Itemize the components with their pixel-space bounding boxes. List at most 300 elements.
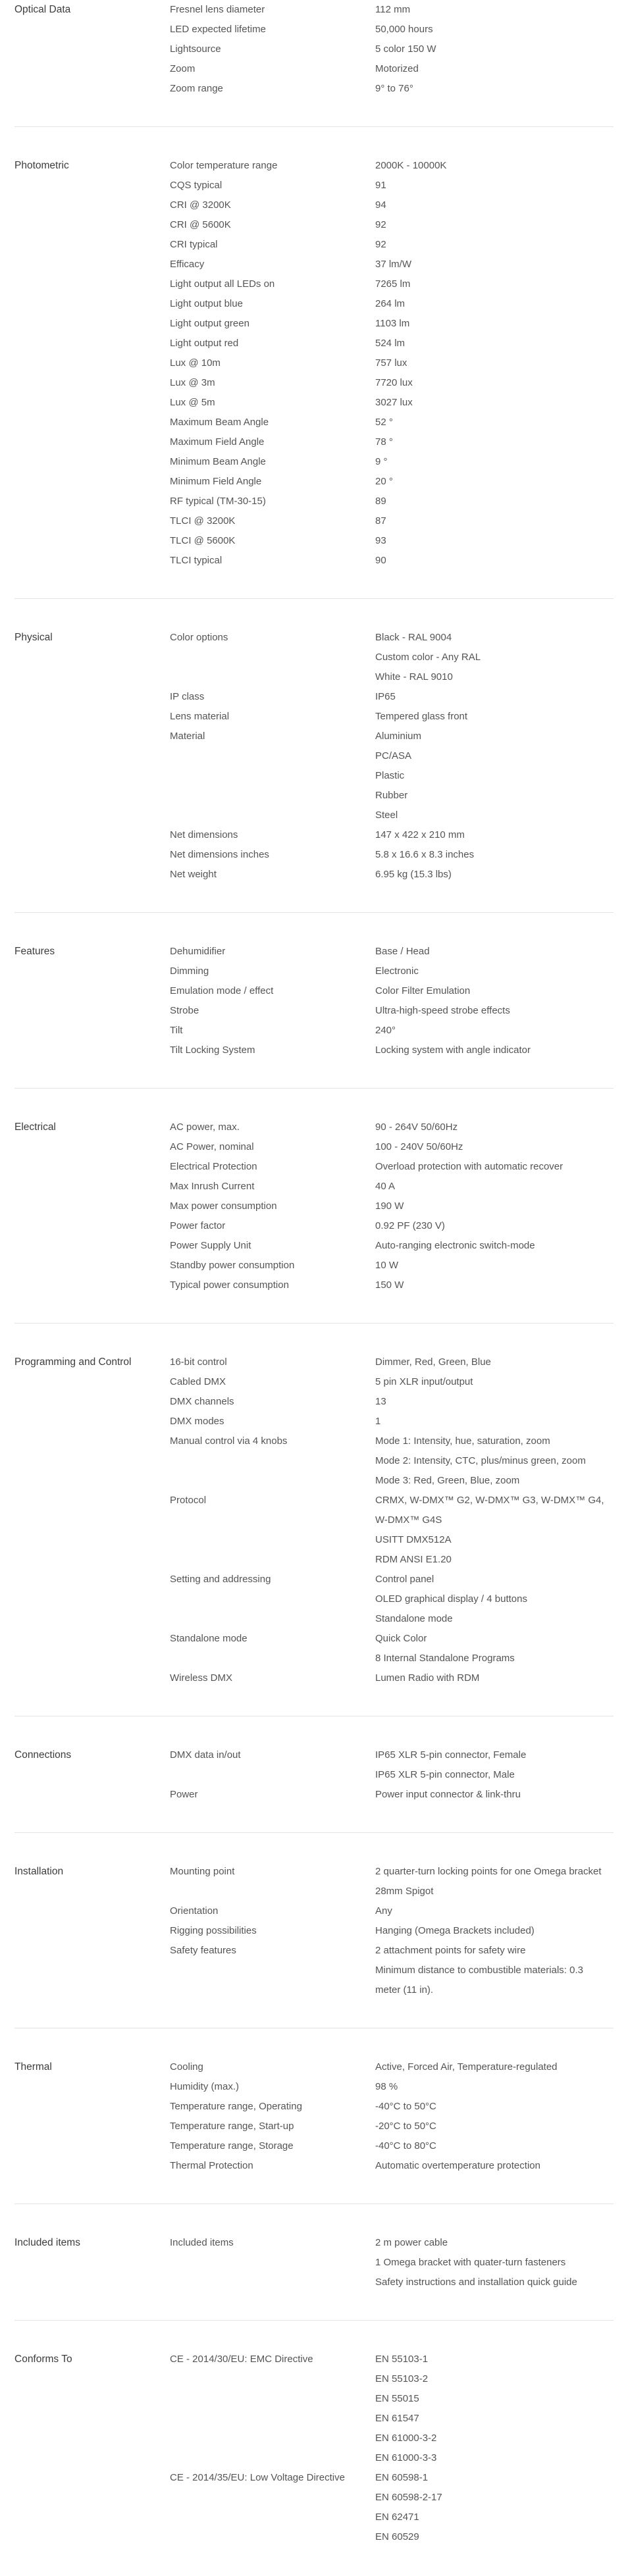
spec-value: CRMX, W-DMX™ G2, W-DMX™ G3, W-DMX™ G4, W-DMX™ G4S <box>375 1495 604 1526</box>
spec-label: Power factor <box>170 1220 226 1231</box>
spec-label: Light output all LEDs on <box>170 278 275 290</box>
spec-values <box>375 176 614 195</box>
spec-row <box>170 255 614 274</box>
spec-label: Temperature range, Storage <box>170 2140 294 2151</box>
spec-value: EN 55015 <box>375 2393 419 2404</box>
spec-values <box>375 1392 614 1412</box>
spec-value: EN 61000-3-2 <box>375 2433 437 2444</box>
spec-row <box>170 235 614 255</box>
spec-row <box>170 393 614 413</box>
spec-row <box>170 79 614 99</box>
spec-label: Protocol <box>170 1495 207 1506</box>
spec-row <box>170 551 614 571</box>
spec-row <box>170 1021 614 1041</box>
spec-values <box>375 492 614 511</box>
spec-label: TLCI typical <box>170 555 222 566</box>
spec-value: Black - RAL 9004 <box>375 632 452 643</box>
spec-value: 6.95 kg (15.3 lbs) <box>375 869 452 880</box>
spec-value: Power input connector & link-thru <box>375 1789 521 1800</box>
spec-value: 1103 lm <box>375 318 410 329</box>
spec-rows <box>170 0 614 99</box>
spec-row <box>170 1236 614 1256</box>
spec-row <box>170 1629 614 1668</box>
spec-values <box>375 865 614 885</box>
spec-row <box>170 845 614 865</box>
spec-row <box>170 2156 614 2176</box>
spec-label: DMX modes <box>170 1416 224 1427</box>
spec-values <box>375 628 614 687</box>
spec-value: Control panel <box>375 1574 434 1585</box>
section-title: Thermal <box>14 2061 52 2073</box>
spec-row <box>170 1177 614 1197</box>
spec-label: Cooling <box>170 2061 203 2073</box>
spec-row <box>170 1118 614 1137</box>
spec-value: 94 <box>375 199 386 211</box>
spec-values <box>375 2156 614 2176</box>
spec-value: EN 62471 <box>375 2512 419 2523</box>
section-title: Installation <box>14 1866 64 1877</box>
spec-values <box>375 1745 614 1785</box>
spec-row <box>170 511 614 531</box>
spec-row <box>170 1431 614 1491</box>
spec-label: CRI @ 3200K <box>170 199 231 211</box>
spec-section-electrical <box>14 1089 614 1324</box>
spec-value: 92 <box>375 239 386 250</box>
spec-value: USITT DMX512A <box>375 1534 452 1545</box>
spec-label: Lux @ 10m <box>170 357 221 369</box>
spec-label: Dehumidifier <box>170 946 226 957</box>
spec-values <box>375 353 614 373</box>
spec-value: OLED graphical display / 4 buttons <box>375 1593 527 1605</box>
spec-values <box>375 1412 614 1431</box>
spec-value: 50,000 hours <box>375 24 433 35</box>
spec-values <box>375 79 614 99</box>
spec-row <box>170 2097 614 2117</box>
spec-values <box>375 20 614 39</box>
spec-row <box>170 156 614 176</box>
spec-value: Any <box>375 1905 392 1917</box>
spec-value: RDM ANSI E1.20 <box>375 1554 452 1565</box>
spec-row <box>170 215 614 235</box>
spec-label: Light output green <box>170 318 249 329</box>
spec-values <box>375 1118 614 1137</box>
spec-row <box>170 373 614 393</box>
spec-row <box>170 452 614 472</box>
spec-values <box>375 1491 614 1570</box>
spec-label: Net dimensions inches <box>170 849 269 860</box>
spec-value: PC/ASA <box>375 750 412 761</box>
spec-value: Steel <box>375 810 398 821</box>
section-title: Photometric <box>14 160 69 171</box>
spec-value: 100 - 240V 50/60Hz <box>375 1141 463 1152</box>
spec-row <box>170 334 614 353</box>
spec-value: 2 quarter-turn locking points for one Omega bracket <box>375 1866 602 1877</box>
spec-value: EN 60529 <box>375 2531 419 2542</box>
spec-values <box>375 215 614 235</box>
spec-label: Net dimensions <box>170 829 238 840</box>
spec-row <box>170 687 614 707</box>
spec-value: 2000K - 10000K <box>375 160 447 171</box>
spec-value: Overload protection with automatic recover <box>375 1161 563 1172</box>
spec-section-optical-data <box>14 0 614 127</box>
spec-row <box>170 274 614 294</box>
spec-value: Mode 1: Intensity, hue, saturation, zoom <box>375 1435 550 1447</box>
spec-values <box>375 373 614 393</box>
spec-value: 147 x 422 x 210 mm <box>375 829 465 840</box>
spec-row <box>170 472 614 492</box>
spec-label: IP class <box>170 691 205 702</box>
spec-values <box>375 707 614 727</box>
spec-row <box>170 1412 614 1431</box>
spec-values <box>375 472 614 492</box>
spec-value: 52 ° <box>375 417 393 428</box>
spec-values <box>375 942 614 962</box>
spec-rows <box>170 1862 614 2000</box>
spec-value: 8 Internal Standalone Programs <box>375 1653 515 1664</box>
spec-label: Dimming <box>170 966 209 977</box>
spec-label: AC power, max. <box>170 1121 240 1133</box>
spec-label: Typical power consumption <box>170 1279 289 1291</box>
spec-section-physical <box>14 599 614 913</box>
spec-value: 28mm Spigot <box>375 1886 434 1897</box>
spec-label: Standalone mode <box>170 1633 248 1644</box>
spec-value: 37 lm/W <box>375 259 412 270</box>
spec-rows <box>170 628 614 885</box>
spec-row <box>170 1491 614 1570</box>
section-title: Features <box>14 946 55 957</box>
spec-values <box>375 2233 614 2292</box>
spec-label: Temperature range, Start-up <box>170 2121 294 2132</box>
spec-value: IP65 <box>375 691 396 702</box>
spec-label: Maximum Beam Angle <box>170 417 269 428</box>
spec-values <box>375 1157 614 1177</box>
spec-row <box>170 1570 614 1629</box>
spec-row <box>170 1745 614 1785</box>
spec-row <box>170 628 614 687</box>
spec-label: Tilt Locking System <box>170 1044 255 1056</box>
spec-value: 112 mm <box>375 4 411 15</box>
spec-value: 7265 lm <box>375 278 411 290</box>
spec-label: Emulation mode / effect <box>170 985 274 996</box>
section-title: Programming and Control <box>14 1356 132 1368</box>
spec-value: 89 <box>375 496 386 507</box>
spec-row <box>170 1001 614 1021</box>
spec-row <box>170 2077 614 2097</box>
spec-value: -20°C to 50°C <box>375 2121 436 2132</box>
spec-value: 2 m power cable <box>375 2237 448 2248</box>
spec-value: IP65 XLR 5-pin connector, Female <box>375 1749 527 1761</box>
spec-value: Automatic overtemperature protection <box>375 2160 540 2171</box>
spec-value: 9 ° <box>375 456 388 467</box>
spec-values <box>375 59 614 79</box>
spec-value: EN 60598-2-17 <box>375 2492 442 2503</box>
section-title: Connections <box>14 1749 72 1761</box>
spec-value: 524 lm <box>375 338 406 349</box>
spec-label: Lightsource <box>170 43 221 55</box>
section-title: Optical Data <box>14 4 71 15</box>
spec-value: 87 <box>375 515 386 527</box>
spec-value: 91 <box>375 180 386 191</box>
spec-value: 7720 lux <box>375 377 413 388</box>
spec-value: -40°C to 80°C <box>375 2140 436 2151</box>
spec-row <box>170 2468 614 2547</box>
spec-row <box>170 2233 614 2292</box>
spec-label: Power <box>170 1789 198 1800</box>
spec-label: DMX data in/out <box>170 1749 241 1761</box>
spec-label: Lux @ 5m <box>170 397 215 408</box>
spec-row <box>170 727 614 825</box>
spec-row <box>170 1785 614 1805</box>
spec-label: Material <box>170 731 205 742</box>
spec-value: 5 color 150 W <box>375 43 436 55</box>
spec-label: Tilt <box>170 1025 183 1036</box>
spec-value: EN 61000-3-3 <box>375 2452 437 2463</box>
spec-values <box>375 314 614 334</box>
spec-label: Humidity (max.) <box>170 2081 240 2092</box>
spec-value: 5 pin XLR input/output <box>375 1376 473 1387</box>
spec-label: Rigging possibilities <box>170 1925 257 1936</box>
spec-row <box>170 1392 614 1412</box>
spec-label: Electrical Protection <box>170 1161 257 1172</box>
section-title: Physical <box>14 632 53 643</box>
spec-value: 0.92 PF (230 V) <box>375 1220 445 1231</box>
spec-row <box>170 1941 614 2000</box>
spec-values <box>375 452 614 472</box>
spec-values <box>375 2136 614 2156</box>
spec-value: Base / Head <box>375 946 430 957</box>
spec-label: Power Supply Unit <box>170 1240 251 1251</box>
spec-label: CRI @ 5600K <box>170 219 231 230</box>
spec-row <box>170 962 614 981</box>
spec-values <box>375 1041 614 1060</box>
spec-values <box>375 255 614 274</box>
spec-row <box>170 1137 614 1157</box>
spec-value: Color Filter Emulation <box>375 985 471 996</box>
spec-values <box>375 1137 614 1157</box>
spec-values <box>375 1021 614 1041</box>
spec-value: 78 ° <box>375 436 393 448</box>
spec-rows <box>170 942 614 1060</box>
spec-label: Strobe <box>170 1005 199 1016</box>
spec-label: Setting and addressing <box>170 1574 271 1585</box>
spec-label: Orientation <box>170 1905 219 1917</box>
section-title: Included items <box>14 2237 80 2248</box>
spec-label: RF typical (TM-30-15) <box>170 496 266 507</box>
spec-row <box>170 413 614 432</box>
spec-label: Lens material <box>170 711 230 722</box>
spec-row <box>170 1256 614 1275</box>
spec-value: Minimum distance to combustible materials: 0.3 meter (11 in). <box>375 1965 583 1996</box>
spec-row <box>170 2350 614 2468</box>
spec-label: Cabled DMX <box>170 1376 226 1387</box>
spec-row <box>170 707 614 727</box>
spec-values <box>375 1197 614 1216</box>
spec-values <box>375 845 614 865</box>
spec-values <box>375 1001 614 1021</box>
spec-section-programming-and-control <box>14 1324 614 1716</box>
spec-value: 10 W <box>375 1260 399 1271</box>
spec-section-thermal <box>14 2028 614 2204</box>
spec-row <box>170 2117 614 2136</box>
spec-values <box>375 687 614 707</box>
spec-value: 190 W <box>375 1200 404 1212</box>
spec-label: Thermal Protection <box>170 2160 253 2171</box>
spec-value: EN 61547 <box>375 2413 419 2424</box>
spec-label: Fresnel lens diameter <box>170 4 265 15</box>
spec-values <box>375 334 614 353</box>
spec-values <box>375 1570 614 1629</box>
spec-value: Plastic <box>375 770 405 781</box>
spec-value: -40°C to 50°C <box>375 2101 436 2112</box>
spec-value: 1 Omega bracket with quater-turn fasteners <box>375 2257 566 2268</box>
spec-value: 40 A <box>375 1181 396 1192</box>
spec-values <box>375 393 614 413</box>
spec-rows <box>170 1352 614 1688</box>
spec-rows <box>170 2233 614 2292</box>
spec-values <box>375 2077 614 2097</box>
spec-values <box>375 294 614 314</box>
spec-label: CE - 2014/35/EU: Low Voltage Directive <box>170 2472 345 2483</box>
spec-row <box>170 0 614 20</box>
spec-value: Aluminium <box>375 731 422 742</box>
spec-value: Rubber <box>375 790 408 801</box>
spec-label: Max power consumption <box>170 1200 277 1212</box>
spec-value: Quick Color <box>375 1633 427 1644</box>
spec-label: TLCI @ 3200K <box>170 515 236 527</box>
spec-value: 20 ° <box>375 476 393 487</box>
spec-value: Electronic <box>375 966 419 977</box>
section-title: Electrical <box>14 1121 56 1133</box>
spec-values <box>375 0 614 20</box>
spec-values <box>375 1275 614 1295</box>
spec-value: EN 60598-1 <box>375 2472 429 2483</box>
spec-rows <box>170 1745 614 1805</box>
spec-value: 93 <box>375 535 386 546</box>
spec-values <box>375 727 614 825</box>
spec-label: Mounting point <box>170 1866 235 1877</box>
spec-label: CQS typical <box>170 180 222 191</box>
spec-values <box>375 1352 614 1372</box>
spec-values <box>375 1256 614 1275</box>
spec-value: White - RAL 9010 <box>375 671 453 683</box>
spec-section-installation <box>14 1833 614 2028</box>
spec-values <box>375 1236 614 1256</box>
spec-label: Color options <box>170 632 228 643</box>
spec-row <box>170 1197 614 1216</box>
spec-label: Max Inrush Current <box>170 1181 255 1192</box>
spec-values <box>375 2350 614 2468</box>
spec-value: Locking system with angle indicator <box>375 1044 531 1056</box>
spec-value: Lumen Radio with RDM <box>375 1672 480 1684</box>
spec-values <box>375 1785 614 1805</box>
spec-value: EN 55103-2 <box>375 2373 429 2384</box>
spec-label: Included items <box>170 2237 234 2248</box>
spec-values <box>375 962 614 981</box>
spec-section-photometric <box>14 127 614 599</box>
spec-values <box>375 2097 614 2117</box>
spec-values <box>375 825 614 845</box>
spec-label: Temperature range, Operating <box>170 2101 302 2112</box>
spec-values <box>375 1901 614 1921</box>
spec-rows <box>170 2350 614 2547</box>
spec-row <box>170 294 614 314</box>
spec-value: Dimmer, Red, Green, Blue <box>375 1356 491 1368</box>
spec-row <box>170 195 614 215</box>
spec-label: DMX channels <box>170 1396 234 1407</box>
spec-value: 2 attachment points for safety wire <box>375 1945 526 1956</box>
spec-label: Color temperature range <box>170 160 278 171</box>
spec-values <box>375 274 614 294</box>
spec-row <box>170 1041 614 1060</box>
spec-values <box>375 2468 614 2547</box>
spec-row <box>170 1862 614 1901</box>
spec-section-conforms-to <box>14 2321 614 2576</box>
spec-label: Light output blue <box>170 298 243 309</box>
spec-rows <box>170 2057 614 2176</box>
spec-value: 264 lm <box>375 298 406 309</box>
spec-label: Wireless DMX <box>170 1672 233 1684</box>
spec-row <box>170 1352 614 1372</box>
spec-values <box>375 1921 614 1941</box>
spec-label: Net weight <box>170 869 217 880</box>
spec-label: Zoom <box>170 63 196 74</box>
spec-value: Active, Forced Air, Temperature-regulated <box>375 2061 558 2073</box>
spec-values <box>375 531 614 551</box>
spec-value: 240° <box>375 1025 396 1036</box>
spec-value: 90 <box>375 555 386 566</box>
spec-values <box>375 432 614 452</box>
spec-section-included-items <box>14 2204 614 2321</box>
spec-values <box>375 511 614 531</box>
spec-values <box>375 551 614 571</box>
spec-value: Mode 2: Intensity, CTC, plus/minus green, zoom <box>375 1455 586 1466</box>
spec-section-connections <box>14 1716 614 1833</box>
spec-value: 5.8 x 16.6 x 8.3 inches <box>375 849 475 860</box>
spec-values <box>375 1629 614 1668</box>
spec-row <box>170 176 614 195</box>
spec-values <box>375 2117 614 2136</box>
spec-value: Auto-ranging electronic switch-mode <box>375 1240 535 1251</box>
spec-row <box>170 825 614 845</box>
spec-value: Ultra-high-speed strobe effects <box>375 1005 510 1016</box>
spec-label: Standby power consumption <box>170 1260 295 1271</box>
spec-label: Manual control via 4 knobs <box>170 1435 288 1447</box>
spec-value: 3027 lux <box>375 397 413 408</box>
spec-value: 757 lux <box>375 357 407 369</box>
spec-row <box>170 39 614 59</box>
spec-value: 92 <box>375 219 386 230</box>
spec-value: Standalone mode <box>375 1613 453 1624</box>
spec-value: 90 - 264V 50/60Hz <box>375 1121 458 1133</box>
spec-row <box>170 1157 614 1177</box>
spec-values <box>375 413 614 432</box>
spec-label: TLCI @ 5600K <box>170 535 236 546</box>
spec-row <box>170 865 614 885</box>
spec-rows <box>170 1118 614 1295</box>
spec-row <box>170 1275 614 1295</box>
spec-label: Safety features <box>170 1945 236 1956</box>
spec-values <box>375 1216 614 1236</box>
spec-values <box>375 2057 614 2077</box>
spec-label: AC Power, nominal <box>170 1141 254 1152</box>
spec-values <box>375 235 614 255</box>
spec-value: EN 55103-1 <box>375 2354 429 2365</box>
spec-values <box>375 1668 614 1688</box>
spec-label: Efficacy <box>170 259 205 270</box>
spec-row <box>170 1668 614 1688</box>
spec-row <box>170 1901 614 1921</box>
spec-row <box>170 2057 614 2077</box>
